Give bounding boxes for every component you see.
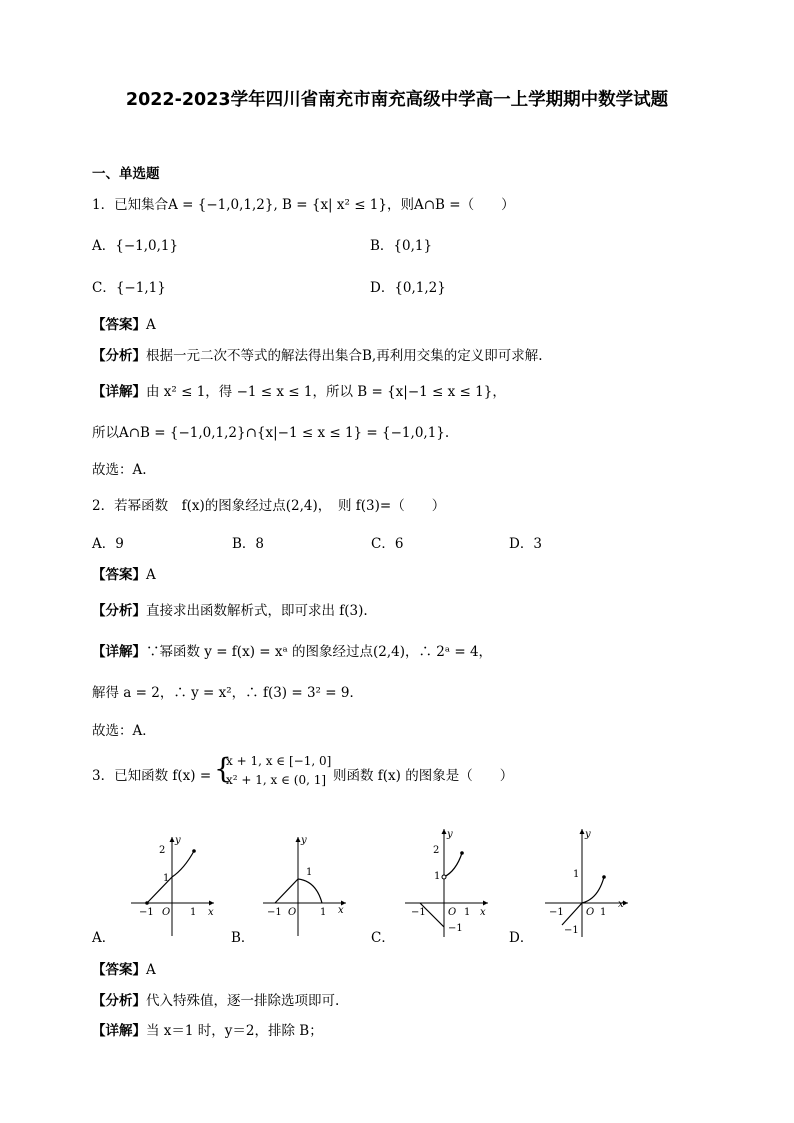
tick-neg1: −1 — [411, 907, 426, 918]
y-axis-label: y — [301, 835, 307, 846]
q2-option-a: A．9 — [92, 536, 124, 552]
detail-tag: 【详解】 — [92, 644, 146, 660]
x-axis-label: x — [338, 905, 344, 916]
detail-text: 当 x＝1 时，y＝2，排除 B； — [146, 1023, 323, 1039]
answer-value: A — [146, 317, 156, 333]
origin-label: O — [586, 907, 595, 918]
tick-1: 1 — [434, 871, 441, 882]
question-2-stem: 2．若幂函数 f(x)的图象经过点(2,4)， 则 f(3)=（ ） — [92, 498, 446, 514]
tick-1: 1 — [573, 869, 580, 880]
q1-option-a: A．{−1,0,1} — [92, 238, 179, 254]
question-3-stem-prefix: 3．已知函数 f(x) = — [92, 768, 212, 784]
question-1-stem: 1．已知集合A = {−1,0,1,2}, B = {x| x² ≤ 1}，则A∩B =（ ） — [92, 197, 515, 213]
origin-label: O — [288, 907, 297, 918]
detail-text: 由 x² ≤ 1，得 −1 ≤ x ≤ 1，所以 B = {x|−1 ≤ x ≤ 1}， — [146, 384, 506, 400]
page-title: 2022-2023学年四川省南充市南充高级中学高一上学期期中数学试题 — [125, 90, 669, 110]
analysis-text: 根据一元二次不等式的解法得出集合B,再利用交集的定义即可求解. — [146, 348, 543, 364]
q1-option-b: B．{0,1} — [370, 238, 433, 254]
tick-neg1-y: −1 — [448, 923, 463, 934]
q3-answer — [92, 958, 156, 978]
graph-label-b: B． — [231, 930, 255, 946]
graph-label-d: D． — [509, 930, 534, 946]
piecewise-brace: { — [214, 752, 232, 785]
x-axis-label: x — [618, 899, 624, 910]
graph-option-d — [540, 825, 636, 940]
graph-label-a: A． — [92, 930, 116, 946]
q2-detail-1 — [92, 640, 492, 660]
section-heading: 一、单选题 — [92, 166, 160, 182]
tick-2: 2 — [159, 845, 166, 856]
q1-option-c: C．{−1,1} — [92, 280, 166, 296]
analysis-tag: 【分析】 — [92, 993, 146, 1009]
answer-tag: 【答案】 — [92, 317, 146, 333]
piecewise-case-1: x + 1, x ∈ [−1, 0] — [226, 754, 332, 768]
graph-label-c: C． — [371, 930, 395, 946]
tick-1-x: 1 — [190, 907, 197, 918]
q1-detail-1 — [92, 380, 506, 400]
tick-2: 2 — [433, 845, 440, 856]
tick-1-x: 1 — [320, 907, 327, 918]
answer-tag: 【答案】 — [92, 567, 146, 583]
tick-1: 1 — [306, 867, 313, 878]
tick-1-x: 1 — [464, 907, 471, 918]
graph-option-c — [400, 825, 496, 940]
piecewise-case-2: x² + 1, x ∈ (0, 1] — [226, 773, 327, 787]
detail-tag: 【详解】 — [92, 384, 146, 400]
answer-tag: 【答案】 — [92, 962, 146, 978]
y-axis-label: y — [175, 835, 181, 846]
q1-choose: 故选：A. — [92, 462, 147, 478]
tick-1-x: 1 — [600, 907, 607, 918]
analysis-text: 代入特殊值，逐一排除选项即可. — [146, 993, 340, 1009]
tick-1: 1 — [163, 873, 170, 884]
q2-detail-2: 解得 a = 2，∴ y = x²，∴ f(3) = 3² = 9． — [92, 685, 363, 701]
analysis-text: 直接求出函数解析式，即可求出 f(3). — [146, 603, 368, 619]
detail-text: ∵幂函数 y = f(x) = xᵃ 的图象经过点(2,4)，∴ 2ᵃ = 4， — [146, 644, 493, 660]
q2-answer — [92, 563, 156, 583]
y-axis-label: y — [447, 829, 453, 840]
analysis-tag: 【分析】 — [92, 603, 146, 619]
graph-option-a — [126, 833, 222, 938]
q3-detail-1 — [92, 1019, 323, 1039]
graph-option-b — [258, 833, 354, 938]
tick-neg1: −1 — [549, 907, 564, 918]
y-axis-label: y — [585, 829, 591, 840]
q1-analysis — [92, 344, 543, 364]
q1-option-d: D．{0,1,2} — [370, 280, 446, 296]
origin-label: O — [162, 907, 171, 918]
answer-value: A — [146, 567, 156, 583]
x-axis-label: x — [208, 907, 214, 918]
origin-label: O — [448, 907, 457, 918]
answer-value: A — [146, 962, 156, 978]
q2-option-b: B．8 — [232, 536, 265, 552]
q2-choose: 故选：A． — [92, 723, 156, 739]
q3-analysis — [92, 989, 339, 1009]
tick-neg1: −1 — [267, 907, 282, 918]
tick-neg1: −1 — [139, 907, 154, 918]
x-axis-label: x — [480, 907, 486, 918]
q2-analysis — [92, 599, 368, 619]
q2-option-c: C．6 — [371, 536, 404, 552]
analysis-tag: 【分析】 — [92, 348, 146, 364]
q1-answer — [92, 313, 156, 333]
q1-detail-2: 所以A∩B = {−1,0,1,2}∩{x|−1 ≤ x ≤ 1} = {−1,0,1}. — [92, 425, 450, 441]
tick-neg1-y: −1 — [564, 925, 579, 936]
detail-tag: 【详解】 — [92, 1023, 146, 1039]
question-3-stem-suffix: 则函数 f(x) 的图象是（ ） — [333, 768, 514, 784]
q2-option-d: D．3 — [509, 536, 542, 552]
